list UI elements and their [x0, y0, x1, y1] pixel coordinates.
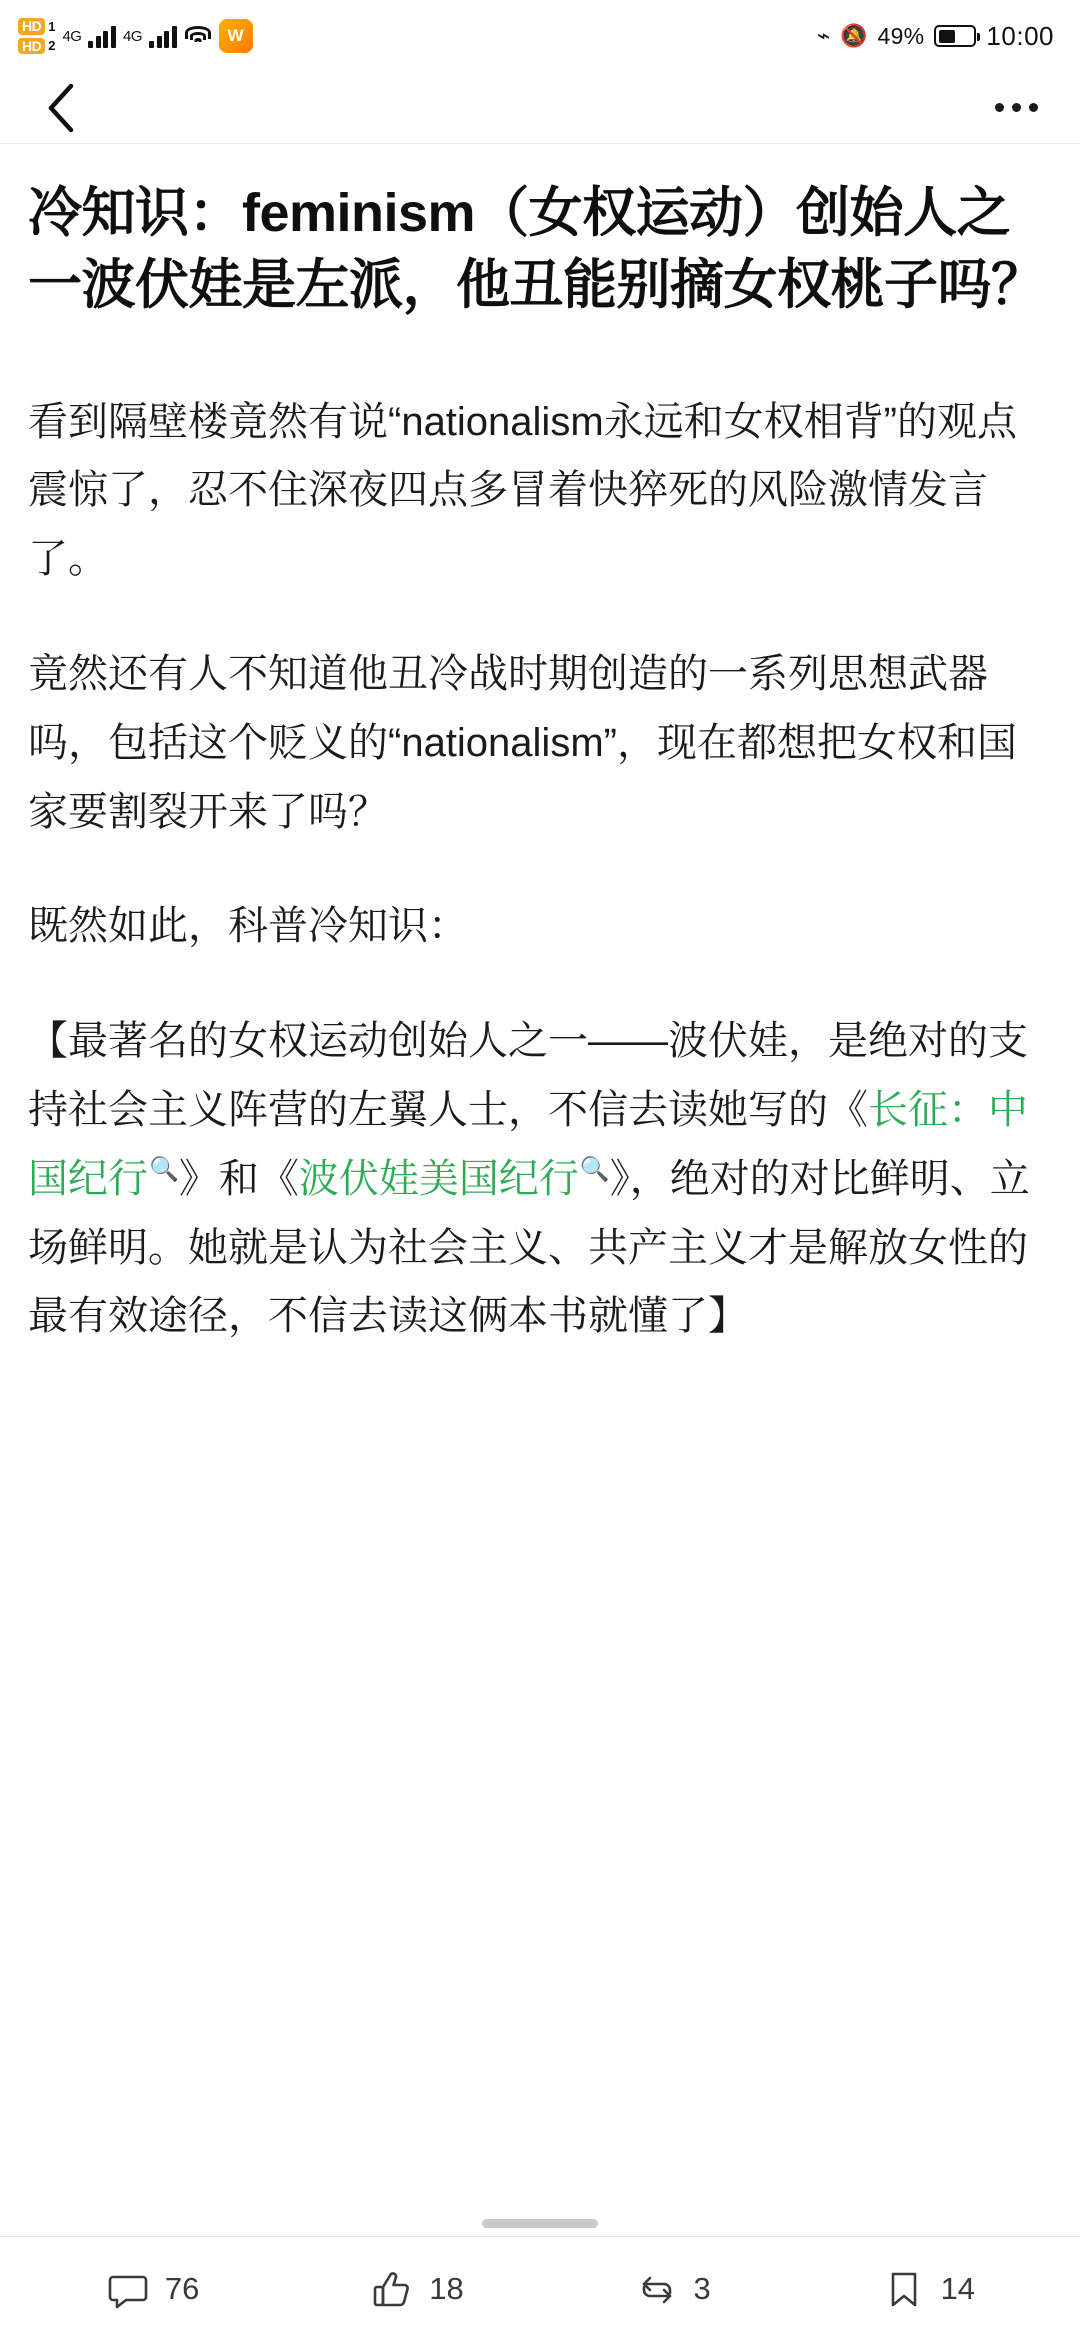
bell-muted-icon: 🔕: [840, 23, 868, 48]
article-body: [28, 388, 1052, 1352]
signal-bars-icon-1: [88, 24, 116, 48]
sim2-indicator: [18, 38, 55, 55]
paragraph-text: 【最著名的女权运动创始人之一——波伏娃，是绝对的支持社会主义阵营的左翼人士，不信去读她写的《: [28, 1019, 1028, 1132]
paragraph-with-links: [28, 1007, 1052, 1351]
paragraph: 既然如此，科普冷知识：: [28, 904, 468, 949]
repost-count: 3: [693, 2270, 711, 2306]
action-toolbar: [0, 2236, 1080, 2340]
hd-badge-icon: HD: [18, 18, 45, 35]
book-link-1[interactable]: 长征：中国纪行: [28, 1088, 1028, 1201]
sim2-number: 2: [48, 38, 56, 54]
comment-action[interactable]: [105, 2266, 199, 2312]
signal-bars-icon-2: [149, 24, 177, 48]
like-action[interactable]: [369, 2266, 463, 2312]
home-indicator[interactable]: [0, 2213, 1080, 2236]
paragraph: 竟然还有人不知道他丑冷战时期创造的一系列思想武器吗，包括这个贬义的“nationalism”，现在都想把女权和国家要割裂开来了吗？: [28, 652, 1017, 834]
article-content: [0, 144, 1080, 2213]
thumbs-up-icon: [369, 2266, 415, 2312]
chevron-left-icon: [44, 81, 78, 135]
page-title: 冷知识：feminism（女权运动）创始人之一波伏娃是左派，他丑能别摘女权桃子吗？: [28, 183, 1045, 315]
back-button[interactable]: [34, 81, 88, 135]
weibo-app-icon: W: [219, 19, 253, 53]
hd-badge-icon: HD: [18, 38, 45, 55]
network-type-1: 4G: [62, 27, 82, 45]
comment-count: 76: [164, 2270, 200, 2306]
like-count: 18: [429, 2270, 464, 2306]
sim1-indicator: [18, 18, 55, 35]
navigation-bar: [0, 72, 1080, 144]
comment-icon: [105, 2266, 151, 2312]
book-link-2[interactable]: 波伏娃美国纪行: [298, 1156, 579, 1201]
battery-percent-label: 49%: [877, 22, 925, 49]
bluetooth-icon: ⌁: [816, 23, 831, 48]
dual-sim-indicators: [18, 18, 55, 54]
network-type-2: 4G: [122, 27, 142, 45]
bookmark-count: 14: [940, 2270, 976, 2306]
paragraph-text: 》和《: [178, 1156, 299, 1201]
more-options-button[interactable]: [986, 81, 1046, 135]
paragraph-text: 》，绝对的对比鲜明、立场鲜明。她就是认为社会主义、共产主义才是解放女性的最有效途径，不信去读这俩本书就懂了】: [28, 1156, 1030, 1339]
status-bar: [0, 0, 1080, 72]
clock-label: 10:00: [986, 20, 1054, 51]
sim1-number: 1: [48, 18, 56, 34]
battery-icon: [934, 25, 976, 47]
status-bar-left: [18, 18, 253, 54]
bottom-area: [0, 2213, 1080, 2340]
bookmark-icon: [881, 2266, 927, 2312]
paragraph: 看到隔壁楼竟然有说“nationalism永远和女权相背”的观点震惊了，忍不住深夜四点多冒着快猝死的风险激情发言了。: [28, 399, 1017, 582]
search-icon[interactable]: 🔍: [579, 1156, 610, 1184]
repost-action[interactable]: [634, 2266, 711, 2312]
search-icon[interactable]: 🔍: [149, 1156, 179, 1184]
wifi-icon: [184, 25, 212, 47]
bookmark-action[interactable]: [881, 2266, 975, 2312]
more-horizontal-icon: [995, 103, 1038, 112]
status-bar-right: [817, 21, 1054, 52]
repost-icon: [634, 2266, 680, 2312]
